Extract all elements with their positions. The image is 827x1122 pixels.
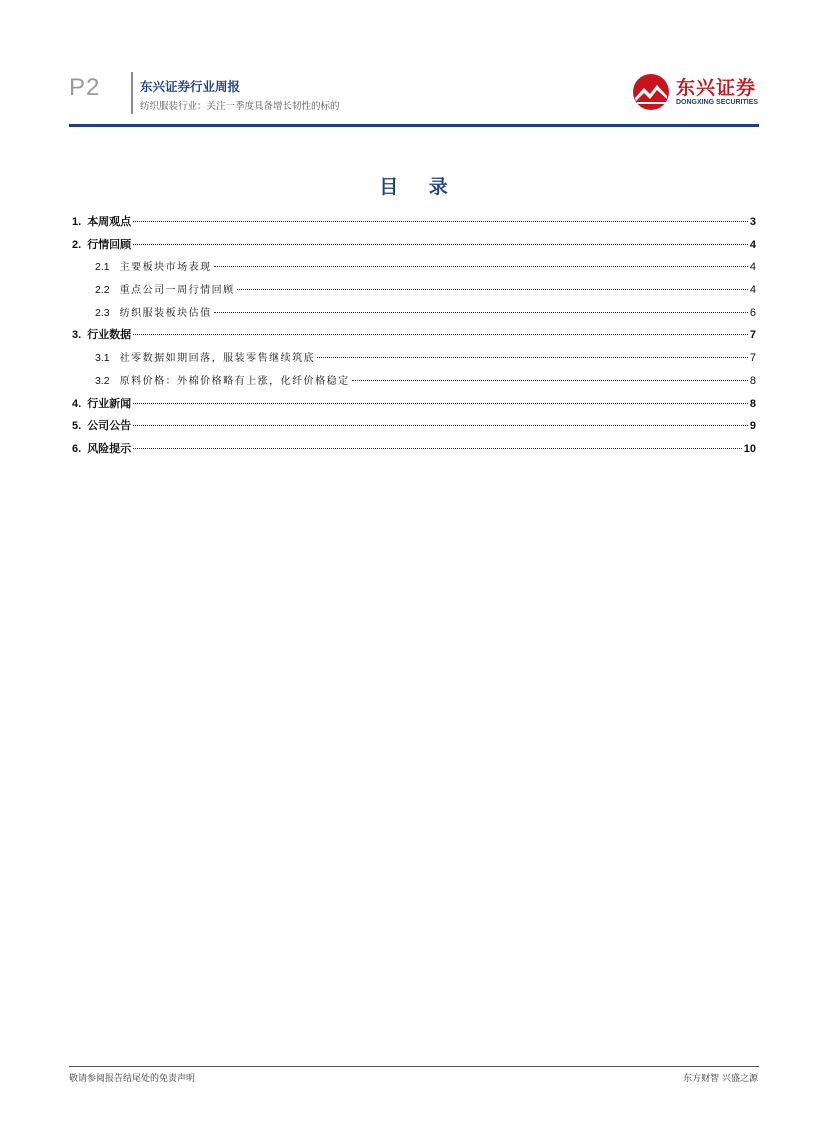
toc-entry[interactable] (72, 256, 756, 279)
toc-dot-leader (133, 221, 748, 222)
toc-entry-number: 2.3 (95, 306, 110, 319)
toc-entry-page: 6 (749, 306, 756, 319)
toc-entry[interactable] (72, 415, 756, 438)
toc-entry-page: 4 (749, 261, 756, 274)
toc-entry-page: 4 (749, 284, 756, 297)
toc-entry-number: 1. (72, 216, 82, 228)
report-series-title: 东兴证券行业周报 (140, 79, 241, 94)
toc-dot-leader (214, 266, 748, 267)
toc-dot-leader (133, 244, 748, 245)
toc-entry-number: 6. (72, 442, 82, 455)
toc-entry-label: 主要板块市场表现 (119, 262, 212, 274)
header-rule (69, 124, 759, 127)
toc-title: 目 录 (379, 176, 460, 198)
toc-entry-label: 原料价格：外棉价格略有上涨，化纤价格稳定 (119, 375, 350, 387)
toc-entry-page: 3 (749, 216, 756, 228)
toc-dot-leader (133, 425, 748, 426)
toc-entry-page: 7 (749, 329, 756, 342)
logo-english-name: DONGXING SECURITIES (676, 99, 759, 106)
toc-dot-leader (214, 312, 748, 313)
toc-entry-number: 4. (72, 397, 82, 410)
toc-dot-leader (317, 357, 748, 358)
table-of-contents (72, 211, 756, 461)
toc-entry-label: 本周观点 (87, 215, 132, 228)
toc-dot-leader (133, 334, 748, 335)
toc-entry-number: 2.1 (95, 261, 110, 274)
toc-entry-label: 重点公司一周行情回顾 (119, 285, 235, 297)
toc-dot-leader (133, 448, 742, 449)
toc-entry[interactable] (72, 370, 756, 393)
toc-entry[interactable] (72, 324, 756, 347)
toc-dot-leader (133, 403, 748, 404)
toc-entry[interactable] (72, 211, 756, 234)
toc-entry-label: 公司公告 (87, 419, 132, 433)
toc-entry-label: 纺织服装板块估值 (119, 307, 212, 319)
toc-entry-label: 行业新闻 (87, 396, 132, 410)
toc-entry-number: 3. (72, 329, 82, 342)
toc-entry-label: 社零数据如期回落，服装零售继续筑底 (119, 353, 316, 365)
toc-entry[interactable] (72, 234, 756, 257)
footer-rule (69, 1066, 759, 1067)
toc-entry[interactable] (72, 393, 756, 416)
toc-dot-leader (352, 380, 748, 381)
footer-disclaimer-note: 敬请参阅报告结尾处的免责声明 (69, 1074, 196, 1084)
footer-slogan: 东方财智 兴盛之源 (683, 1074, 758, 1084)
toc-entry[interactable] (72, 347, 756, 370)
header-divider (131, 72, 133, 114)
toc-entry[interactable] (72, 302, 756, 325)
toc-entry-number: 2.2 (95, 284, 110, 297)
toc-entry-label: 风险提示 (87, 441, 132, 455)
logo-chinese-name: 东兴证券 (676, 77, 757, 99)
page-number: P2 (69, 74, 101, 101)
toc-entry-page: 4 (749, 238, 756, 251)
toc-entry-page: 8 (749, 374, 756, 387)
toc-entry-number: 3.1 (95, 352, 110, 365)
toc-entry-page: 7 (749, 352, 756, 365)
toc-entry[interactable] (72, 279, 756, 302)
toc-entry[interactable] (72, 438, 756, 461)
toc-entry-number: 3.2 (95, 374, 110, 387)
toc-entry-page: 10 (743, 442, 756, 455)
toc-entry-page: 9 (749, 420, 756, 433)
toc-entry-number: 2. (72, 238, 82, 251)
toc-entry-label: 行业数据 (87, 328, 132, 342)
report-subtitle: 纺织服装行业：关注一季度具备增长韧性的标的 (140, 101, 340, 112)
toc-entry-page: 8 (749, 397, 756, 410)
toc-entry-number: 5. (72, 420, 82, 433)
toc-dot-leader (237, 289, 748, 290)
toc-entry-label: 行情回顾 (87, 237, 132, 251)
